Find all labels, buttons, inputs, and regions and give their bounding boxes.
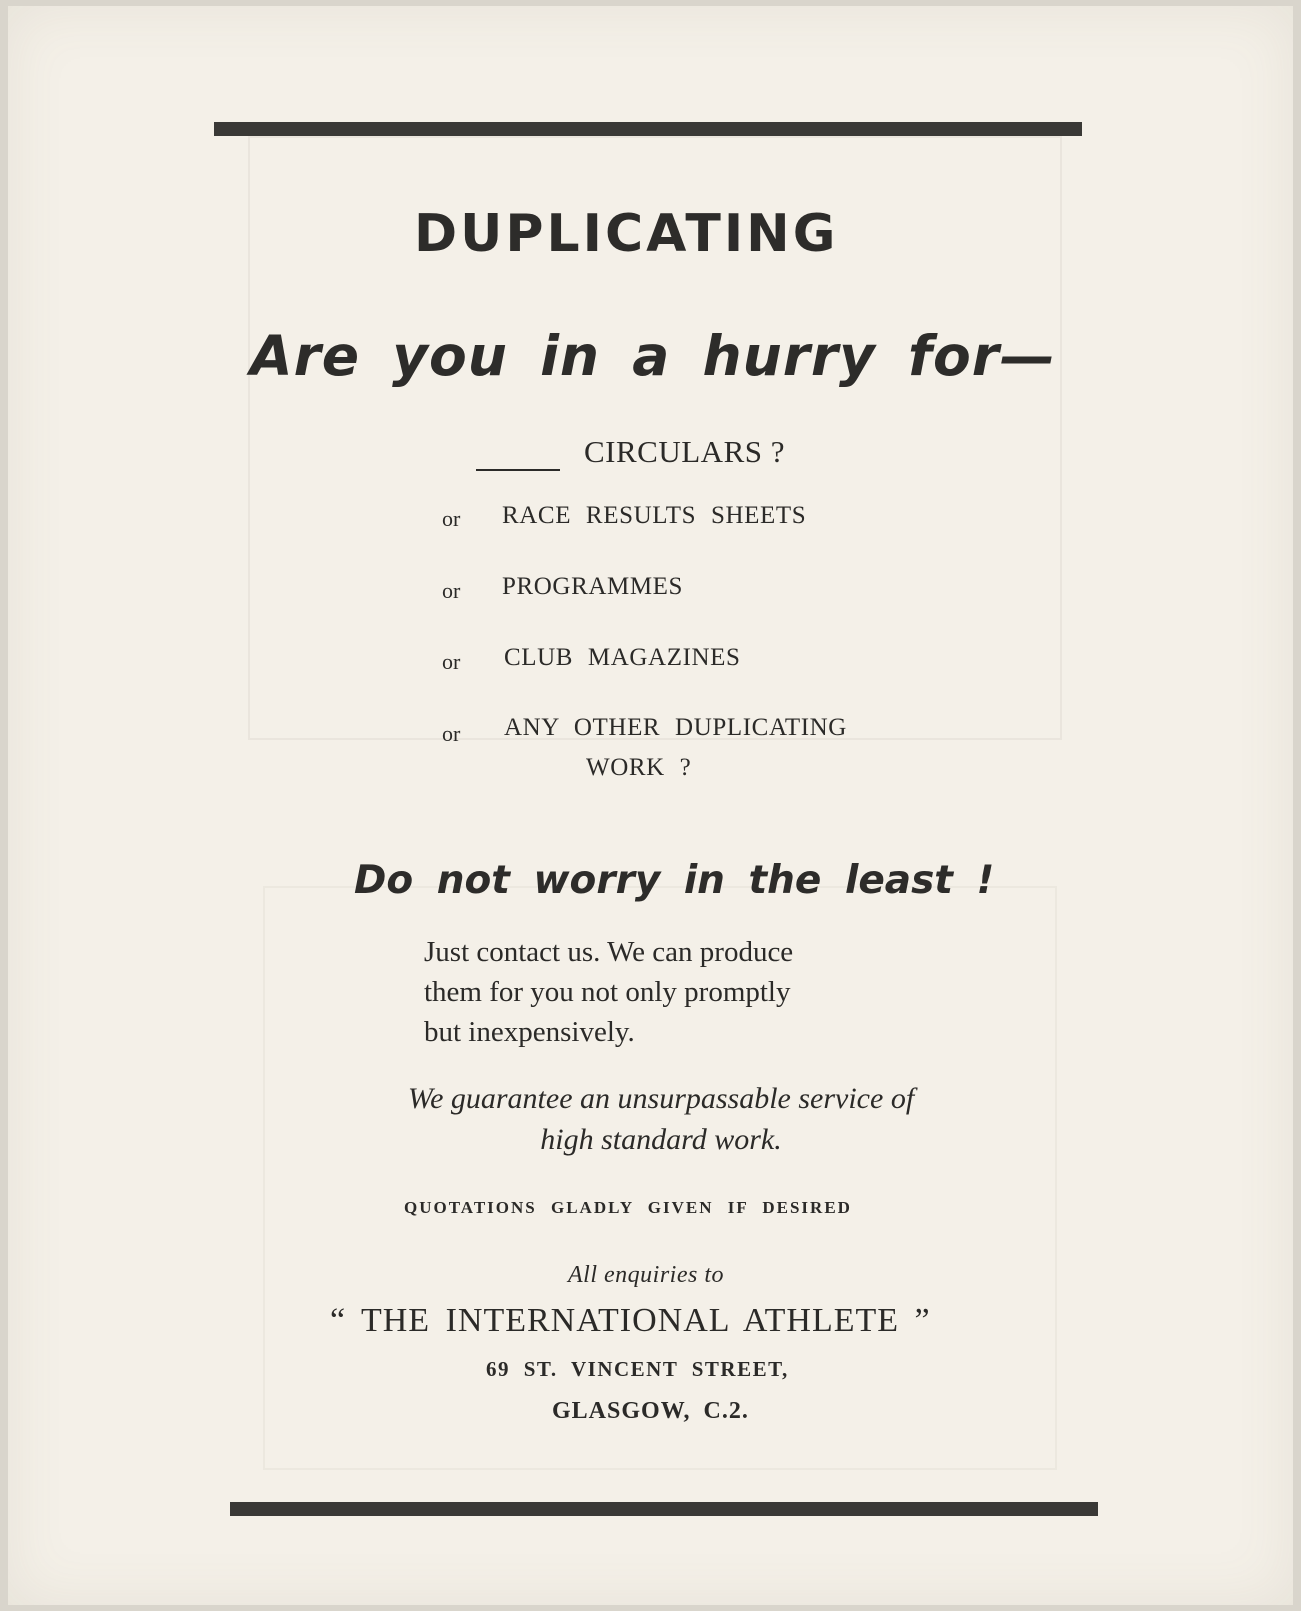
guarantee-paragraph <box>351 1078 971 1160</box>
ad-title: DUPLICATING <box>414 204 839 264</box>
page <box>8 6 1293 1605</box>
item-club-magazines: CLUB MAGAZINES <box>504 644 741 671</box>
item-race-results: RACE RESULTS SHEETS <box>502 502 807 529</box>
circulars-dash <box>476 469 560 471</box>
or-label: or <box>442 721 461 746</box>
address-city: GLASGOW, C.2. <box>552 1398 749 1424</box>
bottom-rule <box>230 1502 1098 1516</box>
publication-name: “ THE INTERNATIONAL ATHLETE ” <box>330 1302 931 1339</box>
ad-headline: Are you in a hurry for— <box>250 324 1056 388</box>
guarantee-line: high standard work. <box>540 1123 782 1156</box>
body-line: them for you not only promptly <box>424 976 791 1008</box>
item-any-other: ANY OTHER DUPLICATING <box>504 714 847 741</box>
or-label: or <box>442 506 461 531</box>
address-street: 69 ST. VINCENT STREET, <box>486 1357 789 1381</box>
item-programmes: PROGRAMMES <box>502 573 684 600</box>
item-circulars: CIRCULARS ? <box>584 434 785 469</box>
top-rule <box>214 122 1082 136</box>
item-any-other-continuation: WORK ? <box>586 754 692 781</box>
body-paragraph <box>424 932 924 1052</box>
body-line: but inexpensively. <box>424 1016 635 1048</box>
or-label: or <box>442 578 461 603</box>
quotations-note: QUOTATIONS GLADLY GIVEN IF DESIRED <box>404 1198 852 1217</box>
reassurance-heading: Do not worry in the least ! <box>354 858 995 903</box>
enquiries-label: All enquiries to <box>568 1262 724 1288</box>
body-line: Just contact us. We can produce <box>424 936 794 968</box>
or-label: or <box>442 649 461 674</box>
guarantee-line: We guarantee an unsurpassable service of <box>407 1082 915 1115</box>
